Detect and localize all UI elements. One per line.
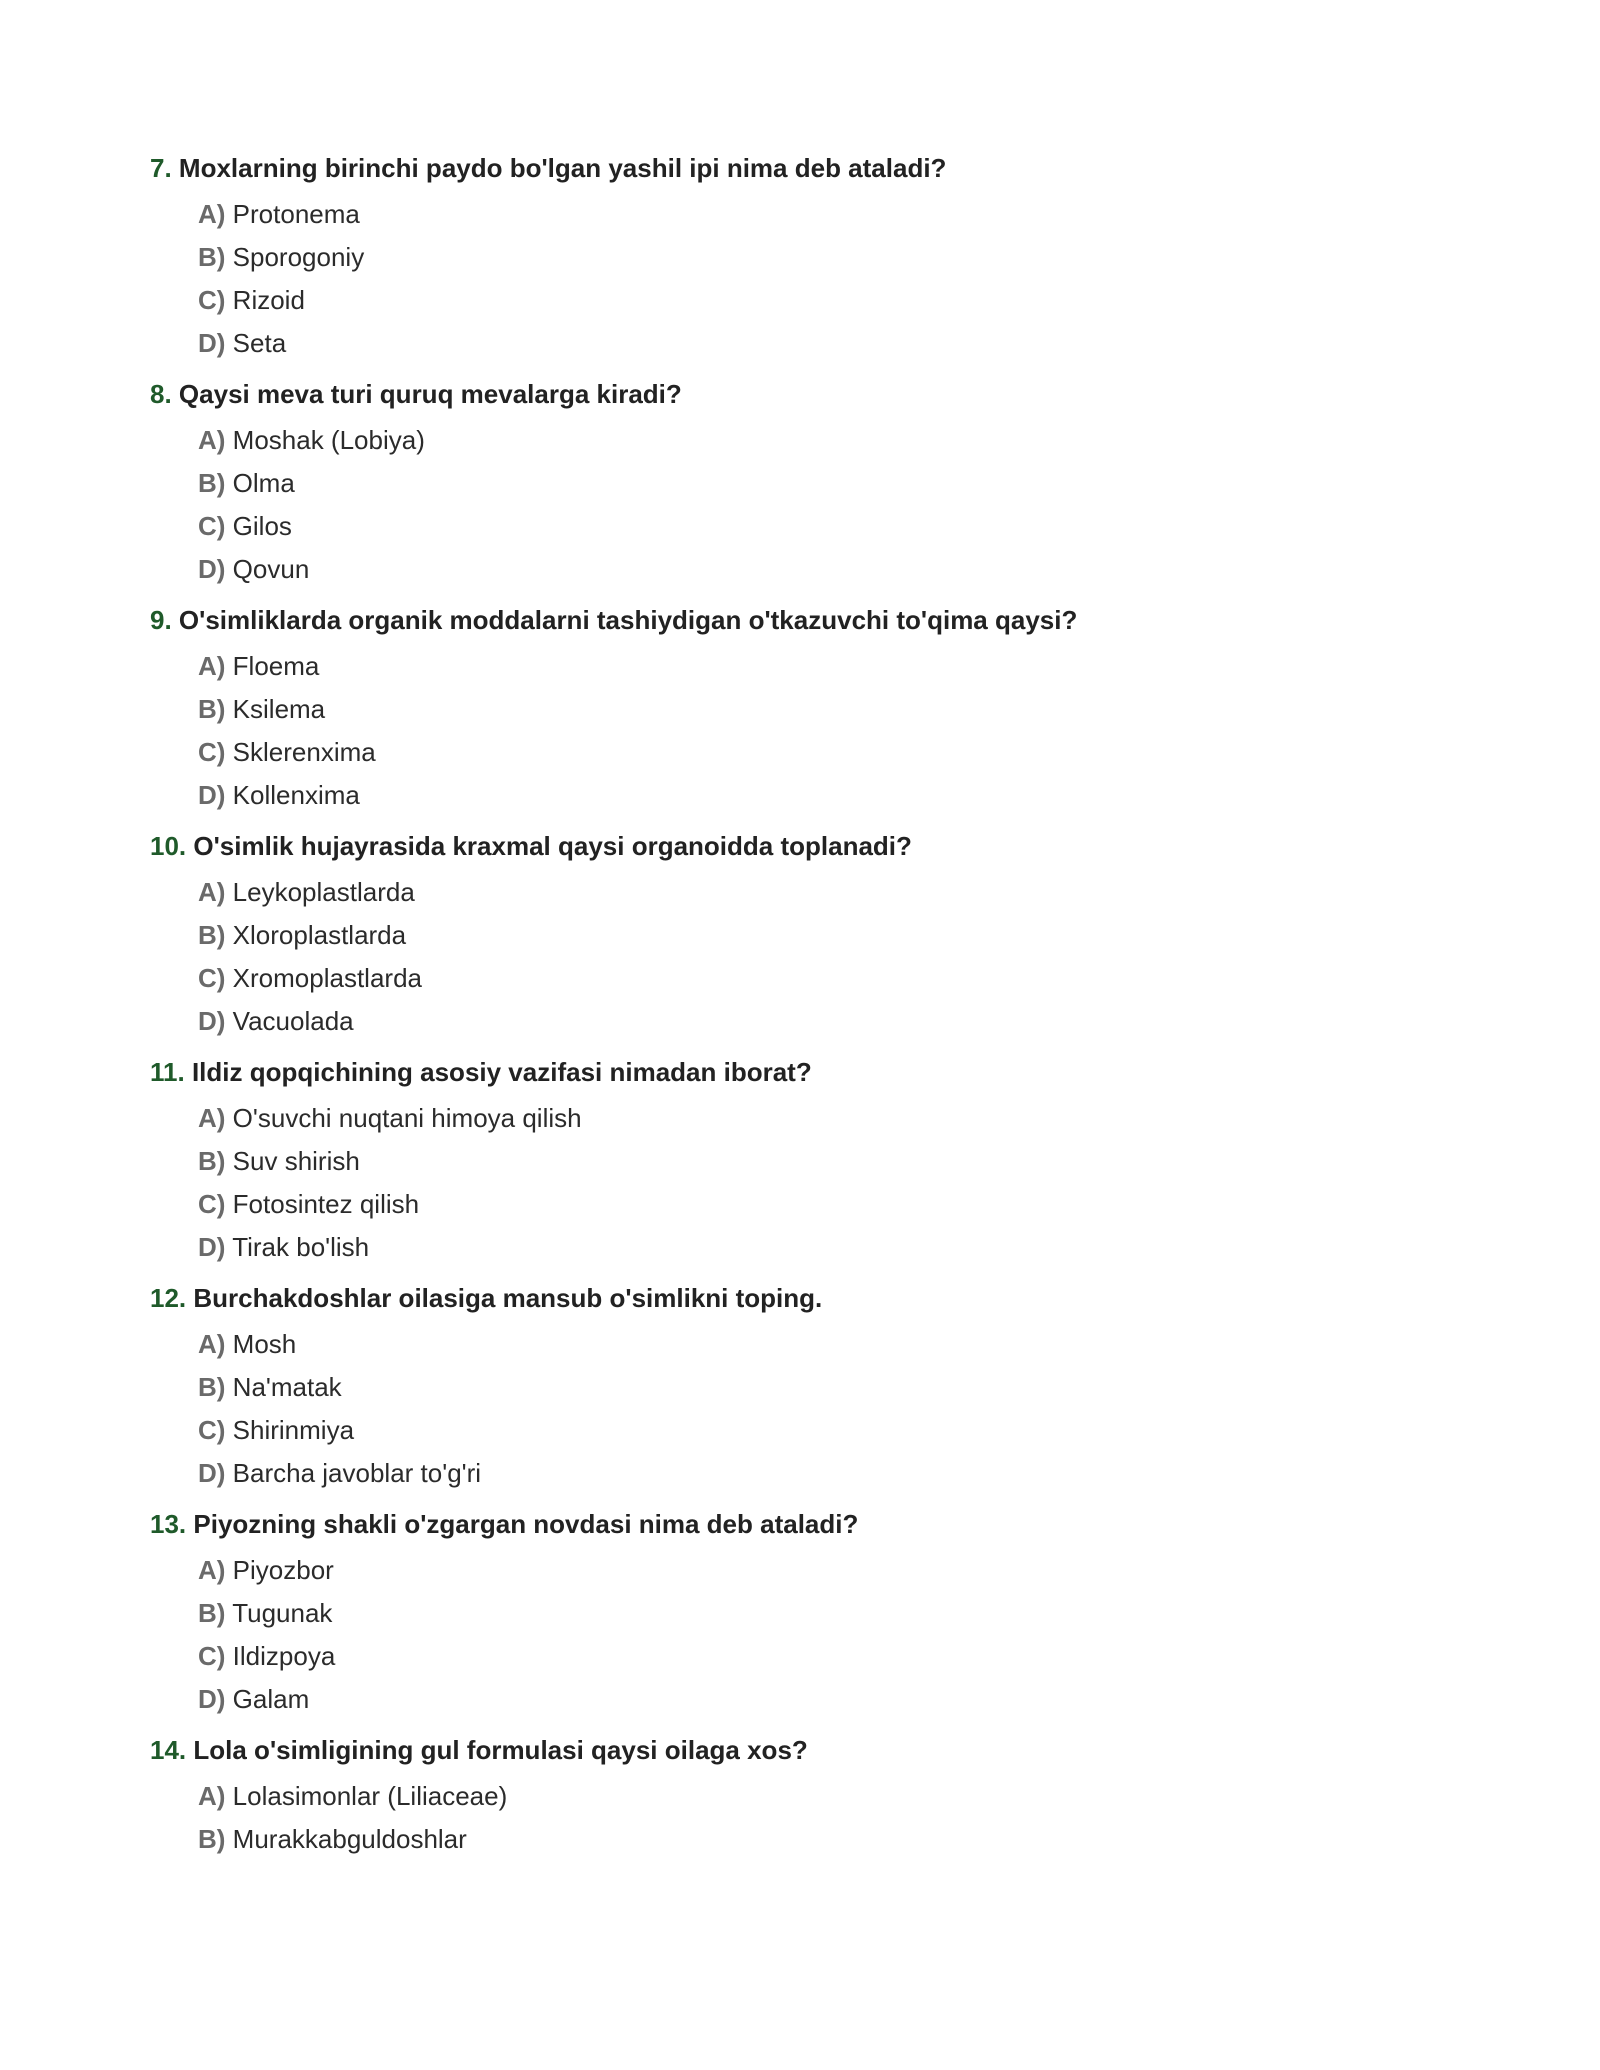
- option-c: [198, 1183, 1600, 1226]
- option-letter: D): [198, 554, 226, 584]
- option-c: [198, 957, 1600, 1000]
- option-text: Shirinmiya: [232, 1415, 355, 1445]
- question-title: [150, 828, 1600, 864]
- option-a: [198, 193, 1600, 236]
- option-letter: B): [198, 1372, 226, 1402]
- option-text: Kollenxima: [232, 780, 360, 810]
- option-text: Lolasimonlar (Liliaceae): [232, 1781, 508, 1811]
- option-text: Xloroplastlarda: [232, 920, 407, 950]
- question-13: [150, 1506, 1600, 1721]
- option-letter: A): [198, 1555, 226, 1585]
- question-number: 10.: [150, 831, 187, 861]
- option-b: [198, 462, 1600, 505]
- question-text: Moxlarning birinchi paydo bo'lgan yashil ipi nima deb ataladi?: [178, 153, 947, 183]
- question-text: O'simlik hujayrasida kraxmal qaysi organoidda toplanadi?: [193, 831, 912, 861]
- question-text: Lola o'simligining gul formulasi qaysi oilaga xos?: [193, 1735, 808, 1765]
- option-text: Seta: [232, 328, 287, 358]
- option-letter: A): [198, 425, 226, 455]
- question-number: 14.: [150, 1735, 187, 1765]
- option-a: [198, 645, 1600, 688]
- option-b: [198, 1818, 1600, 1861]
- question-title: [150, 150, 1600, 186]
- option-text: Rizoid: [232, 285, 305, 315]
- option-letter: C): [198, 1641, 226, 1671]
- question-title: [150, 376, 1600, 412]
- question-number: 13.: [150, 1509, 187, 1539]
- question-8: [150, 376, 1600, 591]
- question-title: [150, 1732, 1600, 1768]
- option-a: [198, 1775, 1600, 1818]
- option-letter: D): [198, 1006, 226, 1036]
- option-letter: B): [198, 920, 226, 950]
- option-letter: C): [198, 511, 226, 541]
- question-text: O'simliklarda organik moddalarni tashiydigan o'tkazuvchi to'qima qaysi?: [178, 605, 1078, 635]
- option-d: [198, 1226, 1600, 1269]
- option-letter: A): [198, 877, 226, 907]
- question-9: [150, 602, 1600, 817]
- option-letter: B): [198, 1598, 226, 1628]
- option-letter: C): [198, 737, 226, 767]
- option-text: Ildizpoya: [232, 1641, 336, 1671]
- option-text: Suv shirish: [232, 1146, 360, 1176]
- option-text: Gilos: [232, 511, 292, 541]
- option-text: Ksilema: [232, 694, 326, 724]
- option-text: Fotosintez qilish: [232, 1189, 420, 1219]
- option-d: [198, 774, 1600, 817]
- option-text: Leykoplastlarda: [232, 877, 415, 907]
- option-a: [198, 1549, 1600, 1592]
- option-b: [198, 1366, 1600, 1409]
- option-letter: A): [198, 1329, 226, 1359]
- option-text: Sporogoniy: [232, 242, 365, 272]
- question-number: 11.: [150, 1057, 185, 1087]
- option-letter: D): [198, 780, 226, 810]
- option-a: [198, 1323, 1600, 1366]
- option-b: [198, 1592, 1600, 1635]
- option-text: Moshak (Lobiya): [232, 425, 425, 455]
- option-letter: A): [198, 1103, 226, 1133]
- option-letter: D): [198, 1232, 226, 1262]
- option-letter: B): [198, 468, 226, 498]
- question-7: [150, 150, 1600, 365]
- option-c: [198, 505, 1600, 548]
- option-text: Floema: [232, 651, 320, 681]
- question-text: Qaysi meva turi quruq mevalarga kiradi?: [178, 379, 682, 409]
- option-text: Barcha javoblar to'g'ri: [232, 1458, 482, 1488]
- option-letter: D): [198, 1458, 226, 1488]
- option-letter: D): [198, 328, 226, 358]
- option-letter: A): [198, 651, 226, 681]
- question-number: 12.: [150, 1283, 187, 1313]
- question-number: 7.: [150, 153, 172, 183]
- option-d: [198, 1000, 1600, 1043]
- question-title: [150, 1280, 1600, 1316]
- option-text: Tugunak: [232, 1598, 333, 1628]
- option-letter: A): [198, 199, 226, 229]
- option-letter: B): [198, 242, 226, 272]
- option-d: [198, 322, 1600, 365]
- option-letter: C): [198, 1189, 226, 1219]
- question-11: [150, 1054, 1600, 1269]
- option-text: Tirak bo'lish: [232, 1232, 370, 1262]
- option-text: Xromoplastlarda: [232, 963, 422, 993]
- option-letter: C): [198, 1415, 226, 1445]
- question-10: [150, 828, 1600, 1043]
- option-d: [198, 1452, 1600, 1495]
- question-title: [150, 602, 1600, 638]
- option-c: [198, 1409, 1600, 1452]
- option-c: [198, 1635, 1600, 1678]
- question-text: Piyozning shakli o'zgargan novdasi nima deb ataladi?: [193, 1509, 859, 1539]
- option-text: O'suvchi nuqtani himoya qilish: [232, 1103, 582, 1133]
- option-b: [198, 914, 1600, 957]
- option-text: Murakkabguldoshlar: [232, 1824, 467, 1854]
- option-d: [198, 1678, 1600, 1721]
- option-b: [198, 688, 1600, 731]
- question-title: [150, 1054, 1600, 1090]
- option-c: [198, 279, 1600, 322]
- question-text: Burchakdoshlar oilasiga mansub o'simlikni toping.: [193, 1283, 823, 1313]
- question-title: [150, 1506, 1600, 1542]
- option-text: Galam: [232, 1684, 310, 1714]
- option-letter: B): [198, 694, 226, 724]
- option-letter: D): [198, 1684, 226, 1714]
- question-number: 9.: [150, 605, 172, 635]
- option-a: [198, 871, 1600, 914]
- option-a: [198, 1097, 1600, 1140]
- option-b: [198, 1140, 1600, 1183]
- option-c: [198, 731, 1600, 774]
- option-letter: B): [198, 1824, 226, 1854]
- question-number: 8.: [150, 379, 172, 409]
- option-text: Na'matak: [232, 1372, 342, 1402]
- question-text: Ildiz qopqichining asosiy vazifasi nimadan iborat?: [191, 1057, 812, 1087]
- option-letter: C): [198, 285, 226, 315]
- option-letter: B): [198, 1146, 226, 1176]
- option-text: Piyozbor: [232, 1555, 334, 1585]
- option-letter: A): [198, 1781, 226, 1811]
- option-text: Protonema: [232, 199, 360, 229]
- question-14: [150, 1732, 1600, 1861]
- option-text: Sklerenxima: [232, 737, 376, 767]
- option-text: Mosh: [232, 1329, 297, 1359]
- option-text: Qovun: [232, 554, 310, 584]
- question-12: [150, 1280, 1600, 1495]
- option-b: [198, 236, 1600, 279]
- option-d: [198, 548, 1600, 591]
- option-text: Olma: [232, 468, 295, 498]
- option-a: [198, 419, 1600, 462]
- option-text: Vacuolada: [232, 1006, 354, 1036]
- option-letter: C): [198, 963, 226, 993]
